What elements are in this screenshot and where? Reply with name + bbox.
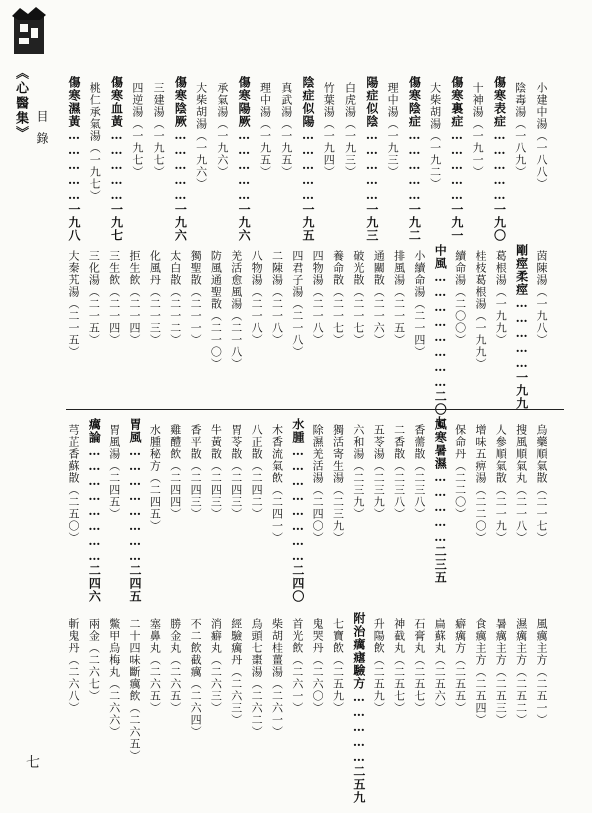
toc-entry: 養命散（二一七） [331, 250, 345, 346]
toc-entry: 八物湯（二一八） [250, 250, 264, 346]
toc-entry: 獨活寄生湯（二三九） [331, 424, 345, 544]
toc-entry: 大柴胡湯（一九二） [428, 82, 442, 190]
toc-entry: 木香流氣飲（二四一） [270, 424, 284, 544]
page-number: 七 [26, 755, 40, 771]
toc-entry: 除濕羌活湯（二四〇） [311, 424, 325, 544]
toc-entry: 升陽飲（二五九） [372, 618, 386, 714]
toc-entry: 消癖丸（二六三） [209, 618, 223, 714]
toc-entry: 胃風湯（二四五） [107, 424, 121, 520]
toc-entry: 芎芷香蘇散（二五〇） [67, 424, 80, 544]
toc-entry: 水腫秘方（二四五） [148, 424, 162, 532]
toc-entry: 桂枝葛根湯（一九九） [473, 250, 487, 370]
toc-entry: 神截丸（二五七） [392, 618, 406, 714]
toc-entry: 雞醴飲（二四四） [168, 424, 182, 520]
toc-entry: 拒生飲（二一四） [128, 250, 142, 346]
toc-entry: 二十四味斷癘飲（二六五） [128, 618, 142, 762]
toc-entry: 獨聖散（二一一） [189, 250, 203, 346]
toc-heading: 傷寒濕黃……………一九八 [67, 76, 81, 242]
toc-entry: 鬼哭丹（二六〇） [311, 618, 325, 714]
toc-entry: 斬鬼丹（二六八） [67, 618, 80, 714]
toc-heading: 陽症似陰……………一九三 [364, 76, 379, 242]
toc-entry: 化風丹（二一三） [148, 250, 162, 346]
toc-entry: 增味五痹湯（二二〇） [473, 424, 487, 544]
toc-entry: 勝金丸（二六五） [168, 618, 182, 714]
toc-entry: 香薷散（二三八） [412, 424, 426, 520]
toc-heading: 風寒暑濕……………二三五 [433, 418, 448, 584]
toc-entry: 塞鼻丸（二六五） [148, 618, 162, 714]
toc-entry: 四逆湯（一九七） [130, 82, 144, 178]
toc-entry: 羌活愈風湯（二一八） [229, 250, 243, 370]
toc-entry: 茵陳湯（一九八） [535, 250, 548, 346]
toc-entry: 陰毒湯（一八九） [513, 82, 527, 178]
toc-entry: 十神湯（一九一） [471, 82, 485, 178]
toc-entry: 三化湯（二一五） [87, 250, 101, 346]
toc-entry: 兩金（二六七） [87, 618, 101, 702]
toc-heading: 剛痙柔痙……………一九九 [514, 244, 529, 410]
toc-entry: 牛黃散（二四三） [209, 424, 223, 520]
toc-entry: 食癘主方（二五四） [473, 618, 487, 726]
toc-entry: 排風湯（二一五） [392, 250, 406, 346]
toc-entry: 烏頭七棗湯（二六二） [250, 618, 264, 738]
toc-entry: 風癘主方（二五一） [535, 618, 548, 726]
toc-entry: 濕癘主方（二五二） [514, 618, 528, 726]
toc-entry: 理中湯（一九五） [258, 82, 272, 178]
toc-entry: 太白散（二一二） [168, 250, 182, 346]
toc-heading: 胃風……………………二四五 [128, 418, 143, 603]
toc-entry: 鱉甲烏梅丸（二六六） [107, 618, 121, 738]
toc-entry: 五苓湯（二三九） [372, 424, 386, 520]
section-divider [66, 409, 564, 410]
toc-entry: 石膏丸（二五七） [412, 618, 426, 714]
toc-entry: 大秦艽湯（二一五） [67, 250, 80, 358]
toc-heading: 傷寒陰症……………一九二 [407, 76, 422, 242]
toc-heading: 傷寒血黃……………一九七 [109, 76, 124, 242]
toc-entry: 葛根湯（一九九） [494, 250, 508, 346]
toc-entry: 白虎湯（一九三） [343, 82, 357, 178]
toc-heading: 陰症似陽……………一九五 [301, 76, 315, 242]
toc-heading: 傷寒陰厥……………一九六 [173, 76, 188, 242]
toc-entry: 不二飲截癘（二六四） [189, 618, 203, 738]
book-section-title: 目錄 [35, 110, 49, 154]
toc-entry: 四君子湯（二一八） [290, 250, 304, 358]
toc-entry: 小建中湯（一八八） [535, 82, 548, 190]
toc-entry: 經驗癘丹（二六三） [229, 618, 243, 726]
toc-heading: 傷寒陽厥……………一九六 [237, 76, 252, 242]
toc-entry: 七寶飲（二五九） [331, 618, 345, 714]
toc-entry: 桃仁承氣湯（一九七） [88, 82, 102, 202]
toc-entry: 搜風順氣丸（二一八） [514, 424, 528, 544]
toc-heading: 附治癘瘧驗方……………二五九 [351, 612, 366, 804]
toc-entry: 癖癘方（二五五） [453, 618, 467, 714]
toc-entry: 四物湯（二一八） [311, 250, 325, 346]
toc-entry: 香平散（二四三） [189, 424, 203, 520]
toc-entry: 二陳湯（二一八） [270, 250, 284, 346]
toc-entry: 續命湯（二〇〇） [453, 250, 467, 346]
book-title: 《心醫集》 [13, 66, 28, 141]
toc-entry: 防風通聖散（二一〇） [209, 250, 223, 370]
toc-entry: 破光散（二一七） [351, 250, 365, 346]
toc-heading: 傷寒裏症……………一九一 [449, 76, 464, 242]
toc-heading: 癘論……………………二四六 [87, 418, 102, 603]
toc-entry: 通關散（二一六） [372, 250, 386, 346]
toc-entry: 竹葉湯（一九四） [322, 82, 336, 178]
toc-heading: 傷寒表症……………一九〇 [492, 76, 507, 242]
toc-heading: 水腫……………………二四〇 [290, 418, 305, 603]
toc-entry: 扁蘇丸（二五六） [433, 618, 447, 714]
toc-entry: 真武湯（一九五） [279, 82, 293, 178]
toc-entry: 二香散（二三八） [392, 424, 406, 520]
toc-entry: 保命丹（二二〇） [453, 424, 467, 520]
toc-entry: 小續命湯（二一四） [412, 250, 426, 358]
toc-entry: 大柴胡湯（一九六） [194, 82, 208, 190]
toc-entry: 暑癘主方（二五三） [494, 618, 508, 726]
toc-entry: 六和湯（二三九） [351, 424, 365, 520]
toc-entry: 人參順氣散（二一九） [494, 424, 508, 544]
toc-entry: 承氣湯（一九六） [215, 82, 229, 178]
toc-entry: 柴胡桂薑湯（二六一） [270, 618, 284, 738]
toc-entry: 理中湯（一九三） [386, 82, 400, 178]
toc-entry: 胃苓散（二四三） [229, 424, 243, 520]
toc-entry: 首光飲（二六一） [290, 618, 304, 714]
toc-heading: 中風……………………二〇七 [433, 244, 448, 429]
toc-entry: 三生飲（二一四） [107, 250, 121, 346]
toc-entry: 三建湯（一九七） [152, 82, 166, 178]
seal-logo-icon [10, 6, 50, 58]
toc-entry: 烏藥順氣散（二一七） [535, 424, 548, 544]
toc-entry: 八正散（二四二） [250, 424, 264, 520]
